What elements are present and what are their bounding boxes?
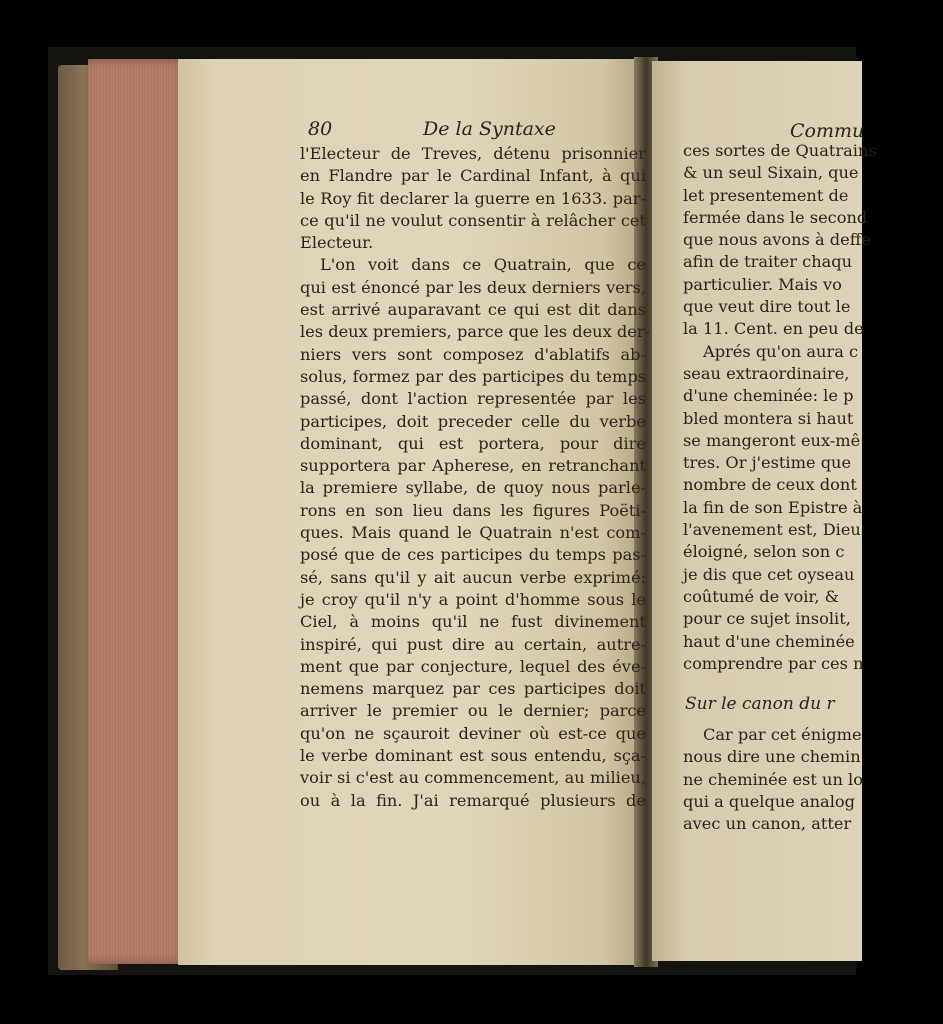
text-line: bled montera si haut [683,408,854,428]
text-line: niers vers sont composez d'ablatifs ab- [300,344,646,364]
text-line: ment que par conjecture, lequel des éve- [300,656,646,676]
text-line: je croy qu'il n'y a point d'homme sous le [300,589,646,609]
text-line: ques. Mais quand le Quatrain n'est com- [300,523,646,543]
text-line: je dis que cet oyseau [683,564,855,584]
text-line: inspiré, qui pust dire au certain, autre- [300,634,646,654]
right-page-text [683,140,943,675]
text-line: la fin de son Epistre à [683,497,863,517]
text-line: supportera par Apherese, en retranchant [300,456,646,476]
text-line: seau extraordinaire, [683,363,850,383]
text-line: particulier. Mais vo [683,274,842,294]
text-line: la premiere syllabe, de quoy nous parle- [300,478,646,498]
text-line: éloigné, selon son c [683,542,845,562]
text-line: ce qu'il ne voulut consentir à relâcher cet [300,210,646,230]
text-line: le Roy fit declarer la guerre en 1633. par- [300,188,646,208]
text-line: est arrivé auparavant ce qui est dit dans [300,300,646,320]
text-line: let presentement de [683,185,849,205]
text-line: participes, doit preceder celle du verbe [300,411,646,431]
text-line: nombre de ceux dont [683,475,857,495]
text-line: comprendre par ces n [683,653,864,673]
text-line: nous dire une chemin [683,747,861,767]
text-line: coûtumé de voir, & [683,586,840,606]
right-page-text-continued [683,724,943,835]
text-line: posé que de ces participes du temps pas- [300,545,646,565]
text-line: que nous avons à deffe [683,230,871,250]
text-line: Ciel, à moins qu'il ne fust divinement [300,612,646,632]
text-line: passé, dont l'action representée par les [300,389,646,409]
text-line: le verbe dominant est sous entendu, sça- [300,746,646,766]
text-line: dominant, qui est portera, pour dire [300,433,646,453]
right-running-head: Commu [790,120,865,142]
text-line: afin de traiter chaqu [683,252,853,272]
text-line: que veut dire tout le [683,297,851,317]
text-line: haut d'une cheminée [683,631,855,651]
text-line: qui a quelque analog [683,791,855,811]
text-line: ne cheminée est un lo [683,769,863,789]
text-line: qui est énoncé par les deux derniers vers, [300,277,646,297]
page-edges [88,59,188,964]
text-line: avec un canon, atter [683,814,852,834]
text-line: Car par cet énigme [703,725,862,744]
text-line: en Flandre par le Cardinal Infant, à qui [300,166,646,186]
text-line: ou à la fin. J'ai remarqué plusieurs de [300,790,646,810]
text-line: fermée dans le second [683,207,868,227]
text-line: nemens marquez par ces participes doit [300,679,646,699]
text-line: ces sortes de Quatrains [683,141,877,160]
text-line: tres. Or j'estime que [683,453,852,473]
left-page-text [300,143,651,812]
text-line: l'avenement est, Dieu [683,520,861,540]
text-line: l'Electeur de Treves, détenu prisonnier [300,144,646,163]
text-line: sé, sans qu'il y ait aucun verbe exprimé: [300,567,646,587]
text-line: Aprés qu'on aura c [703,341,859,361]
text-line: & un seul Sixain, que [683,163,859,183]
text-line: L'on voit dans ce Quatrain, que ce [320,255,646,275]
section-heading: Sur le canon du r [685,694,835,714]
text-line: rons en son lieu dans les figures Poëti- [300,500,646,520]
text-line: arriver le premier ou le dernier; parce [300,701,646,721]
text-line: se mangeront eux-mê [683,430,861,450]
text-line: pour ce sujet insolit, [683,609,851,629]
text-line: la 11. Cent. en peu de [683,319,864,339]
right-page-clip [683,140,877,860]
text-line: solus, formez par des participes du temps [300,366,646,386]
text-line: Electeur. [300,233,374,253]
text-line: qu'on ne sçauroit deviner où est-ce que [300,723,646,743]
text-line: d'une cheminée: le p [683,386,854,406]
text-line: voir si c'est au commencement, au milieu, [300,768,646,788]
text-line: les deux premiers, parce que les deux der- [300,322,651,342]
running-head: De la Syntaxe [423,118,556,140]
page-number: 80 [308,118,333,140]
